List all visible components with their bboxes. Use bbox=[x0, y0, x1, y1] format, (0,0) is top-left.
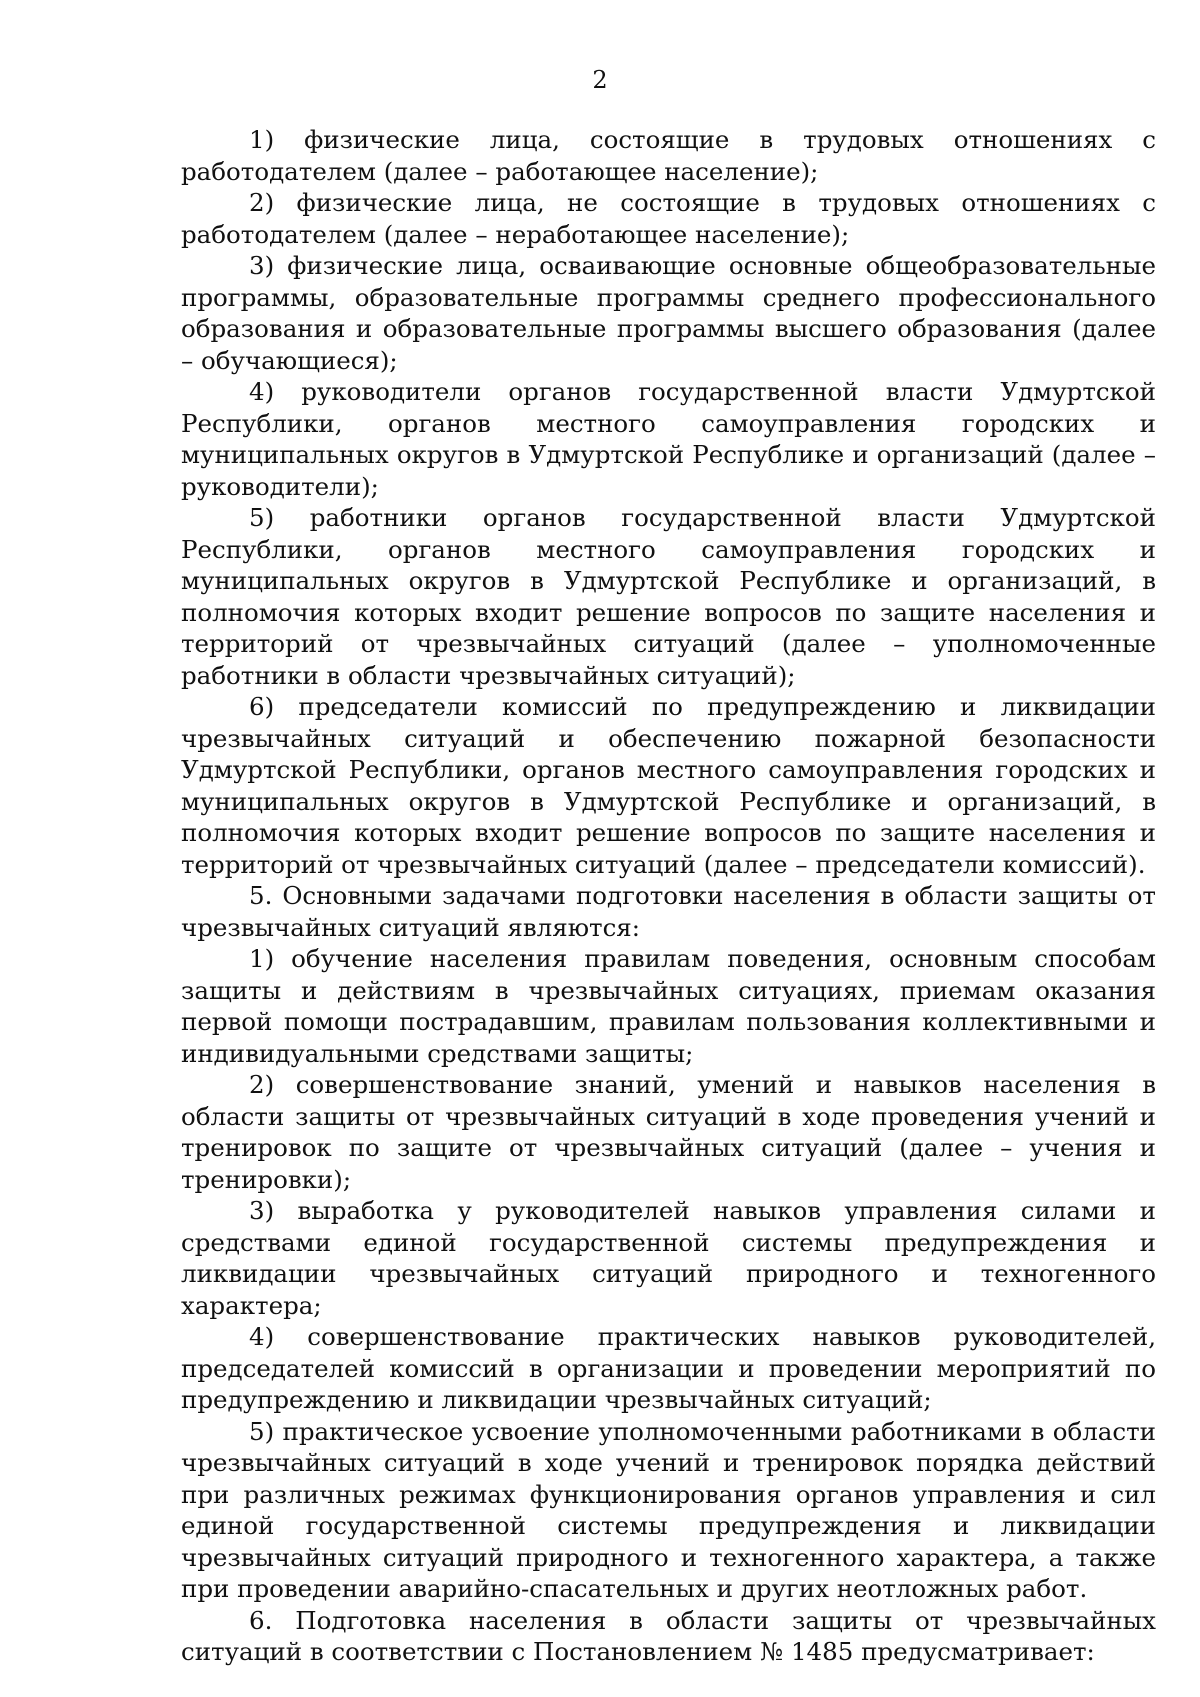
paragraph: 4) совершенствование практических навыков руководителей, председателей комиссий в организации и проведении мероприятий по предупреждению и ликвидации чрезвычайных ситуаций; bbox=[181, 1322, 1156, 1414]
paragraph: 1) физические лица, состоящие в трудовых отношениях с работодателем (далее – работающее население); bbox=[181, 125, 1156, 186]
paragraph: 3) выработка у руководителей навыков управления силами и средствами единой государственной системы предупреждения и ликвидации чрезвычайных ситуаций природного и техногенного характера; bbox=[181, 1196, 1156, 1320]
paragraph: 2) совершенствование знаний, умений и навыков населения в области защиты от чрезвычайных ситуаций в ходе проведения учений и тренировок по защите от чрезвычайных ситуаций (далее – учения и тренировки); bbox=[181, 1070, 1156, 1194]
paragraph: 2) физические лица, не состоящие в трудовых отношениях с работодателем (далее – неработающее население); bbox=[181, 188, 1156, 249]
paragraph: 4) руководители органов государственной власти Удмуртской Республики, органов местного самоуправления городских и муниципальных округов в Удмуртской Республике и организаций (далее – руководители); bbox=[181, 377, 1156, 501]
paragraph: 5) практическое усвоение уполномоченными работниками в области чрезвычайных ситуаций в ходе учений и тренировок порядка действий при различных режимах функционирования органов управления и сил единой государственной системы предупреждения и ликвидации чрезвычайных ситуаций природного и техногенного характера, а также при проведении аварийно-спасательных и других неотложных работ. bbox=[181, 1416, 1156, 1603]
paragraph: 5) работники органов государственной власти Удмуртской Республики, органов местного самоуправления городских и муниципальных округов в Удмуртской Республике и организаций, в полномочия которых входит решение вопросов по защите населения и территорий от чрезвычайных ситуаций (далее – уполномоченные работники в области чрезвычайных ситуаций); bbox=[181, 503, 1156, 690]
page-number: 2 bbox=[592, 66, 608, 94]
paragraph: 1) обучение населения правилам поведения, основным способам защиты и действиям в чрезвычайных ситуациях, приемам оказания первой помощи пострадавшим, правилам пользования коллективными и индивидуальными средствами защиты; bbox=[181, 944, 1156, 1068]
document-body bbox=[181, 124, 1156, 1668]
paragraph: 6. Подготовка населения в области защиты от чрезвычайных ситуаций в соответствии с Постановлением № 1485 предусматривает: bbox=[181, 1605, 1156, 1666]
paragraph: 6) председатели комиссий по предупреждению и ликвидации чрезвычайных ситуаций и обеспечению пожарной безопасности Удмуртской Республики, органов местного самоуправления городских и муниципальных округов в Удмуртской Республике и организаций, в полномочия которых входит решение вопросов по защите населения и территорий от чрезвычайных ситуаций (далее – председатели комиссий). bbox=[181, 692, 1156, 879]
paragraph: 5. Основными задачами подготовки населения в области защиты от чрезвычайных ситуаций являются: bbox=[181, 881, 1156, 942]
paragraph: 3) физические лица, осваивающие основные общеобразовательные программы, образовательные программы среднего профессионального образования и образовательные программы высшего образования (далее – обучающиеся); bbox=[181, 251, 1156, 375]
